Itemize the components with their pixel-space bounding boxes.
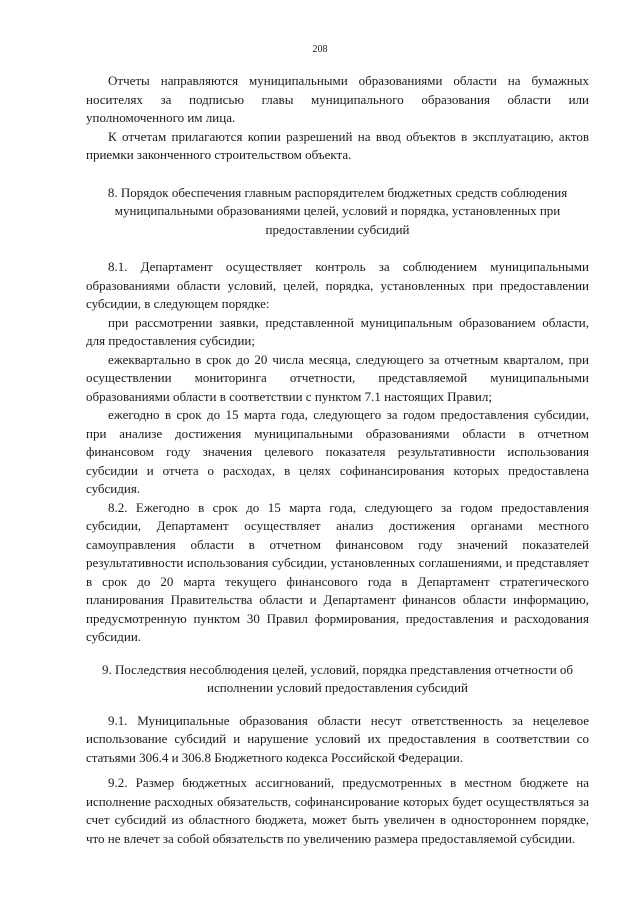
intro-paragraph-2: К отчетам прилагаются копии разрешений на ввод объектов в эксплуатацию, актов приемки законченного строительством объекта. [86, 128, 589, 162]
section-8-paragraph-5: 8.2. Ежегодно в срок до 15 марта года, следующего за годом предоставления субсидии, Департамент осуществляет анализ достижения органами местного самоуправления области в отчетном финансовом году значений показателей результативности использования субсидии, установленных соглашениями, и представляет в срок до 20 марта текущего финансового года в Департамент стратегического планирования Правительства области и Департамент финансов области информацию, предусмотренную пунктом 30 Правил формирования, предоставления и расходования субсидии. [86, 499, 589, 644]
section-9-paragraph-1: 9.1. Муниципальные образования области несут ответственность за нецелевое использование субсидий и нарушение условий их предоставления в соответствии со статьями 306.4 и 306.8 Бюджетного кодекса Российской Федерации. [86, 712, 589, 765]
section-9-heading: 9. Последствия несоблюдения целей, условий, порядка представления отчетности об исполнении условий предоставления субсидий [101, 661, 574, 695]
document-body [86, 72, 589, 848]
section-8-heading: 8. Порядок обеспечения главным распорядителем бюджетных средств соблюдения муниципальными образованиями целей, условий и порядка, установленных при предоставлении субсидий [107, 184, 568, 237]
page-number: 208 [312, 44, 328, 55]
intro-paragraph-1: Отчеты направляются муниципальными образованиями области на бумажных носителях за подписью главы муниципального образования области или уполномоченного им лица. [86, 73, 589, 125]
section-9-paragraph-2: 9.2. Размер бюджетных ассигнований, предусмотренных в местном бюджете на исполнение расходных обязательств, софинансирование которых будет осуществляться за счет субсидий из областного бюджета, может быть увеличен в одностороннем порядке, что не влечет за собой обязательств по увеличению размера предоставляемой субсидии. [86, 775, 589, 846]
section-8-paragraph-3: ежеквартально в срок до 20 числа месяца, следующего за отчетным кварталом, при осуществлении мониторинга отчетности, представляемой муниципальными образованиями области в соответствии с пунктом 7.1 настоящих Правил; [86, 351, 589, 404]
section-8-paragraph-4: ежегодно в срок до 15 марта года, следующего за годом предоставления субсидии, при анализе достижения муниципальными образованиями области в отчетном финансовом году значения целевого показателя результативности использования субсидии и отчета о расходах, в целях софинансирования которых предоставлена субсидия. [86, 407, 589, 496]
section-8-paragraph-1: 8.1. Департамент осуществляет контроль за соблюдением муниципальными образованиями области условий, целей, порядка, установленных при предоставлении субсидии, в следующем порядке: [86, 259, 589, 311]
section-8-paragraph-2: при рассмотрении заявки, представленной муниципальным образованием области, для предоставления субсидии; [86, 314, 589, 348]
